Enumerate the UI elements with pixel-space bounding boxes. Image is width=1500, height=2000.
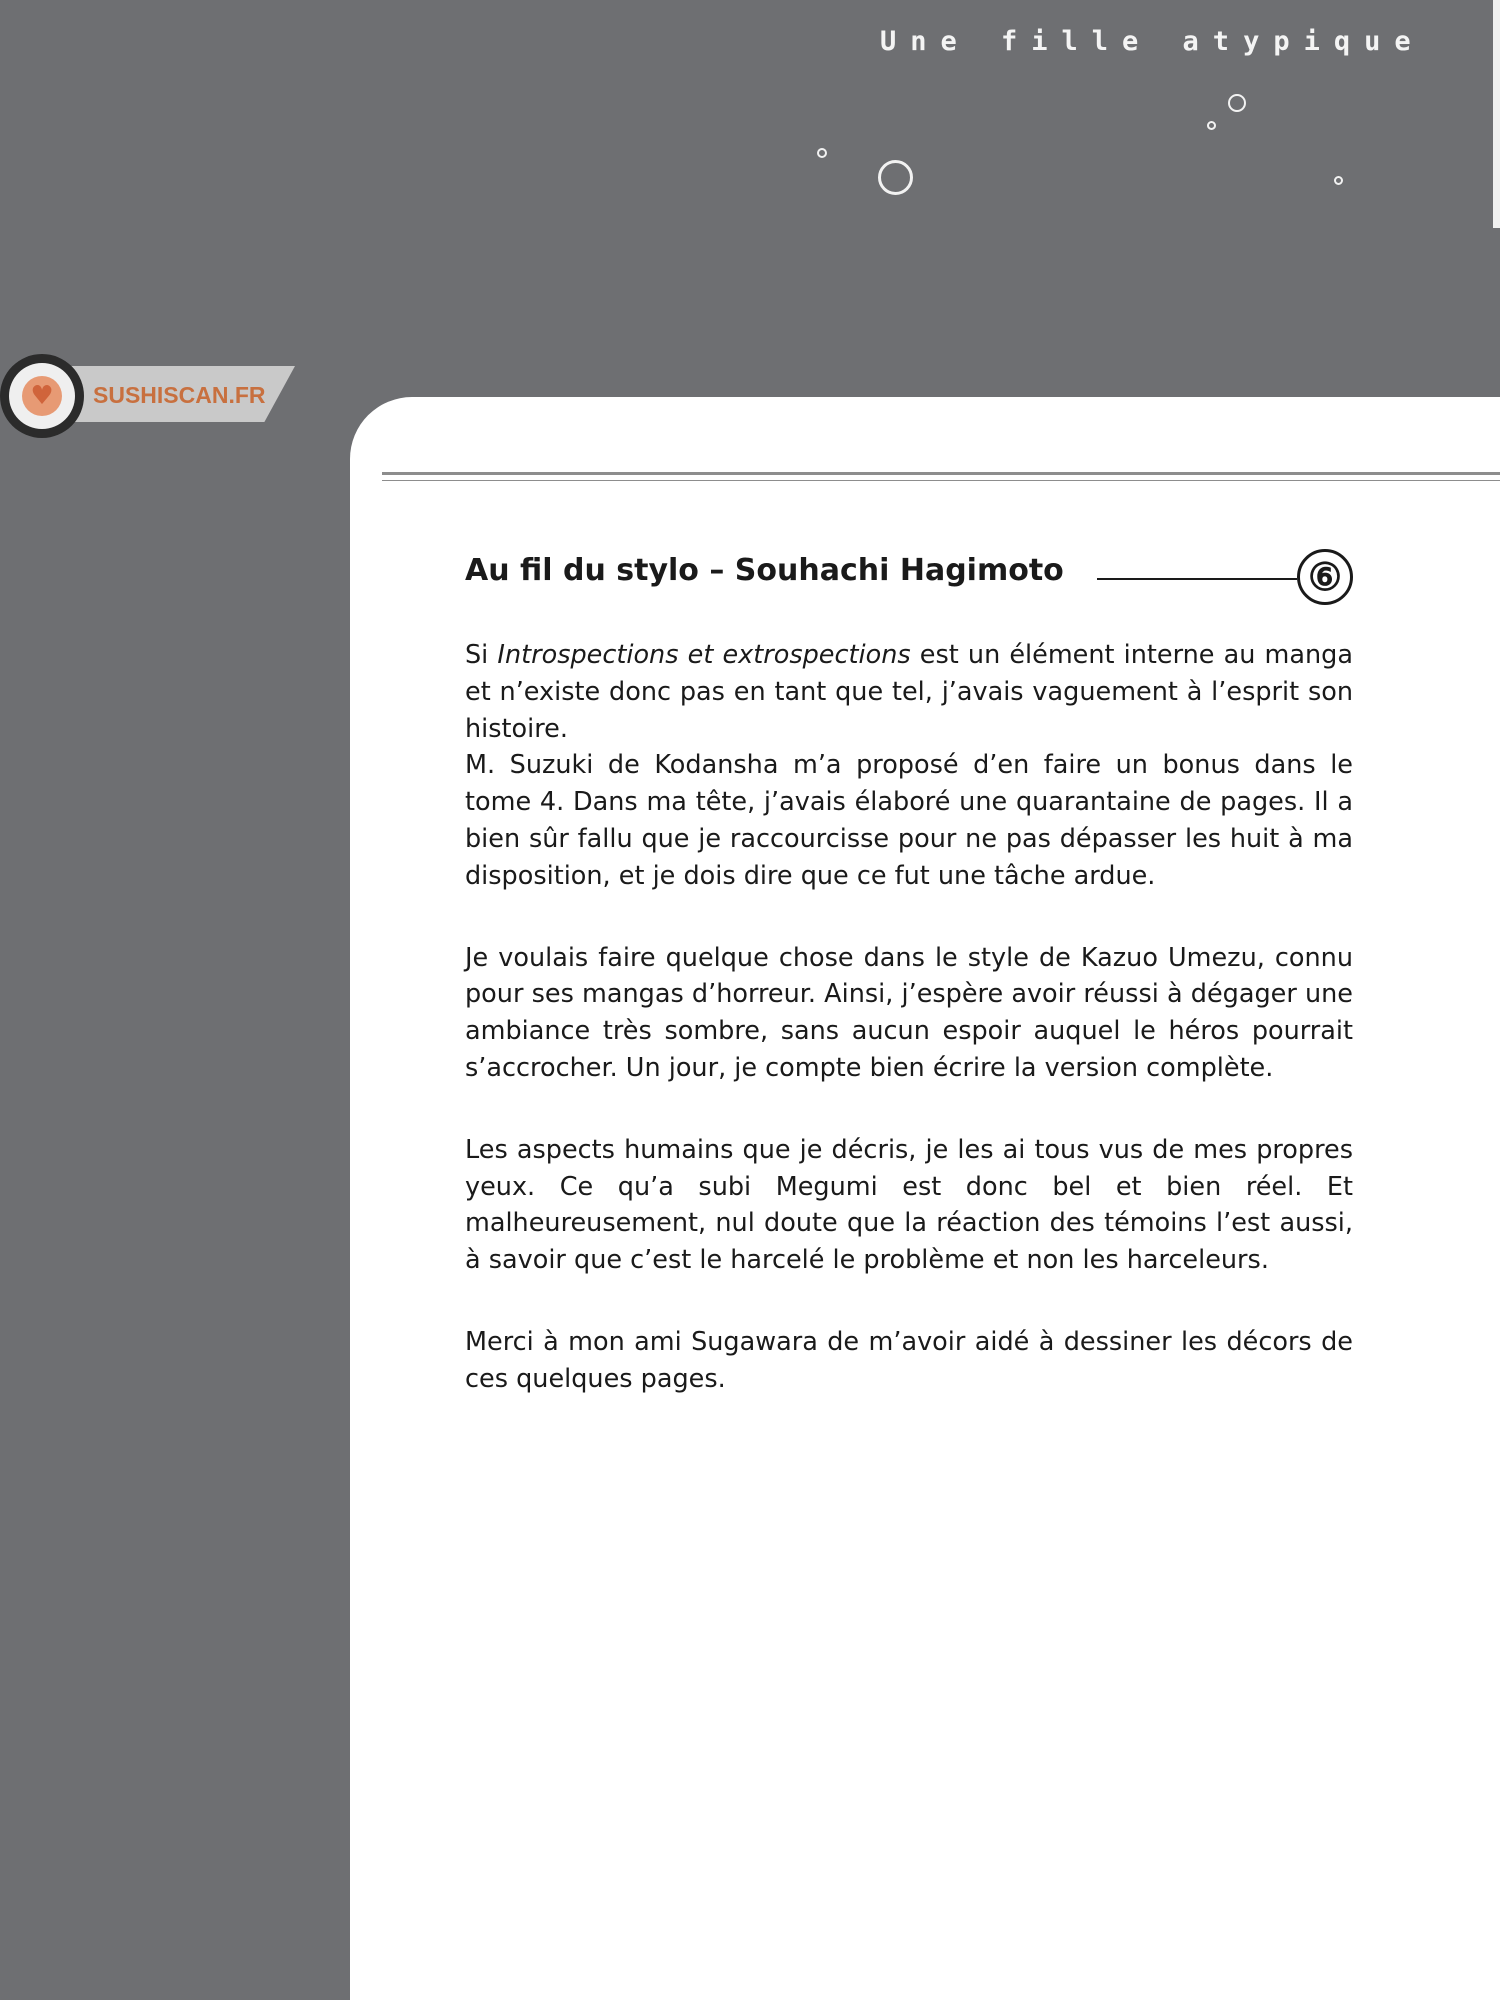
paragraph (465, 637, 1353, 747)
section-heading: Au fil du stylo – Souhachi Hagimoto (465, 553, 1064, 588)
heading-leader-line (1097, 578, 1297, 580)
book-title: Une fille atypique (880, 26, 1425, 57)
work-title: Introspections et extrospections (497, 640, 911, 670)
bubble-decoration (1334, 176, 1343, 185)
bubble-decoration (1228, 94, 1246, 112)
content-page (350, 397, 1500, 2000)
paragraph: Je voulais faire quelque chose dans le style de Kazuo Umezu, connu pour ses mangas d’horreur. Ainsi, j’espère avoir réussi à dégager une ambiance très sombre, sans aucun espoir auquel le héros pourrait s’accrocher. Un jour, je compte bien écrire la version complète. (465, 942, 1353, 1083)
bubble-decoration (1207, 121, 1216, 130)
watermark-logo (0, 354, 84, 438)
watermark-badge (0, 354, 300, 438)
paragraph: Merci à mon ami Sugawara de m’avoir aidé à dessiner les décors de ces quelques pages. (465, 1326, 1353, 1394)
paragraph: Les aspects humains que je décris, je les ai tous vus de mes propres yeux. Ce qu’a subi Megumi est donc bel et bien réel. Et malheureusement, nul doute que la réaction des témoins l’est aussi, à savoir que c’est le harcelé le problème et non les harceleurs. (465, 1134, 1353, 1276)
watermark-logo-inner (9, 363, 75, 429)
bubble-decoration (878, 160, 913, 195)
section-heading-row (465, 549, 1353, 609)
chapter-number-badge: ⑥ (1297, 549, 1353, 605)
watermark-label: SUSHISCAN.FR (93, 382, 266, 408)
bubble-decoration (817, 148, 827, 158)
heart-icon: ♥ (22, 376, 62, 416)
article-body (465, 637, 1353, 1443)
paragraph: M. Suzuki de Kodansha m’a proposé d’en faire un bonus dans le tome 4. Dans ma tête, j’avais élaboré une quarantaine de pages. Il a bien sûr fallu que je raccourcisse pour ne pas dépasser les huit à ma disposition, et je dois dire que ce fut une tâche ardue. (465, 750, 1353, 891)
header-rule-thin (382, 480, 1500, 481)
paragraph-rest: est un élément interne au manga et n’existe donc pas en tant que tel, j’avais vaguement à l’esprit son histoire. (465, 640, 1353, 744)
header-rule (382, 472, 1500, 475)
paragraph-lead: Si (465, 640, 498, 670)
page-edge-strip (1493, 0, 1500, 228)
